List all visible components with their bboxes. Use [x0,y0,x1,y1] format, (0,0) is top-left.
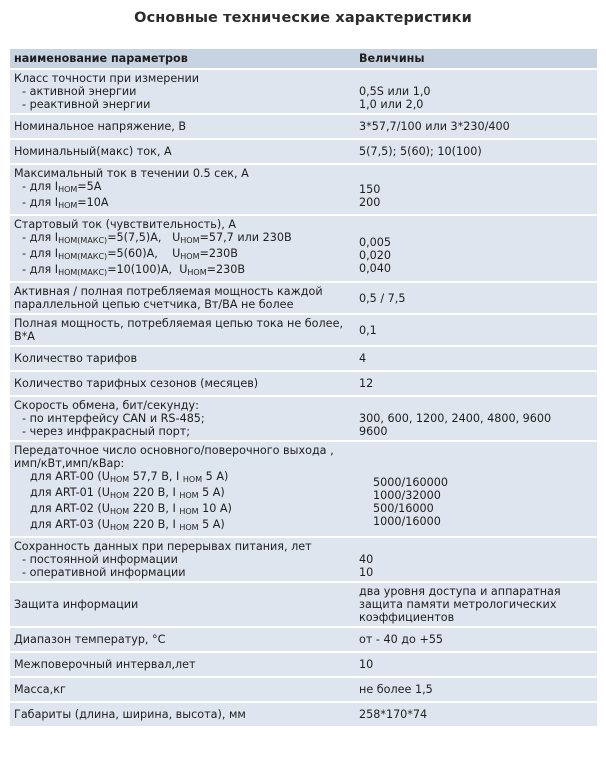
row-startcurrent [10,216,597,281]
fullpower-value: 0,1 [355,315,597,345]
power-value: 0,5 / 7,5 [355,283,597,313]
header-value: Величины [355,49,597,68]
interval-value: 10 [355,653,597,676]
speed-sub2: - через инфракрасный порт; [22,425,191,438]
retention-val1: 40 [359,553,374,566]
tariffs-label: Количество тарифов [10,347,355,370]
temperature-label: Диапазон температур, °С [10,628,355,651]
speed-label: Скорость обмена, бит/секунду: [14,399,199,412]
row-retention [10,538,597,581]
temperature-value: от - 40 до +55 [355,628,597,651]
ratio-val3: 500/16000 [373,502,434,515]
speed-sub1: - по интерфейсу CAN и RS-485; [22,412,205,425]
row-mass [10,678,597,701]
speed-val1: 300, 600, 1200, 2400, 4800, 9600 [359,412,552,425]
accuracy-sub2: - реактивной энергии [22,98,151,111]
accuracy-label: Класс точности при измерении [14,72,200,85]
row-voltage [10,115,597,138]
protection-val1: два уровня доступа и аппаратная [359,585,561,598]
header-param: наименование параметров [10,49,355,68]
row-maxcurrent [10,165,597,214]
page-title: Основные технические характеристики [134,10,472,26]
row-protection [10,583,597,626]
ratio-model-02: для ART-02 ($U_{НОМ}$ 220 В, I $_{НОМ}$ 10 А) [30,502,232,516]
voltage-value: 3*57,7/100 или 3*230/400 [355,115,597,138]
voltage-label: Номинальное напряжение, В [10,115,355,138]
accuracy-val2: 1,0 или 2,0 [359,98,424,111]
row-tariffs [10,347,597,370]
seasons-value: 12 [355,372,597,395]
accuracy-sub1: - активной энергии [22,85,137,98]
retention-sub2: - оперативной информации [22,566,186,579]
fullpower-label1: Полная мощность, потребляемая цепью тока не более, [14,317,344,330]
row-current [10,140,597,163]
row-speed [10,397,597,440]
row-fullpower [10,315,597,345]
maxcurrent-sub1: - для $I_{НОМ}=5А$ [22,180,102,194]
accuracy-val1: 0,5S или 1,0 [359,85,431,98]
protection-val3: коэффициентов [359,611,455,624]
dimensions-value: 258*170*74 [355,703,597,726]
ratio-label2: имп/кВт,имп/кВар: [14,457,125,470]
dimensions-label: Габариты (длина, ширина, высота), мм [10,703,355,726]
row-seasons [10,372,597,395]
ratio-val1: 5000/160000 [373,476,448,489]
retention-sub1: - постоянной информации [22,553,178,566]
ratio-model-03: для ART-03 ($U_{НОМ}$ 220 В, I $_{НОМ}$ 5 А) [30,518,225,532]
maxcurrent-sub2: - для $I_{НОМ}=10А$ [22,196,109,210]
ratio-val4: 1000/16000 [373,515,441,528]
current-value: 5(7,5); 5(60); 10(100) [355,140,597,163]
protection-label: Защита информации [10,583,355,626]
row-interval [10,653,597,676]
row-dimensions [10,703,597,726]
mass-label: Масса,кг [10,678,355,701]
row-temperature [10,628,597,651]
protection-val2: защита памяти метрологических [359,598,557,611]
startcurrent-l2: - для $I_{НОМ(МАКС)}=5(60)А$, $U_{НОМ}=230В$ [22,247,238,261]
table-header-row [10,49,597,68]
startcurrent-label: Стартовый ток (чувствительность), А [14,218,236,231]
row-ratio [10,442,597,536]
ratio-model-00: для ART-00 ($U_{НОМ}$ 57,7 В, I $_{НОМ}$ 5 А) [30,470,229,484]
spec-table [10,47,597,728]
maxcurrent-val2: 200 [359,196,381,209]
current-label: Номинальный(макс) ток, А [10,140,355,163]
maxcurrent-label: Максимальный ток в течении 0.5 сек, А [14,167,249,180]
power-label2: параллельной цепью счетчика, Вт/ВА не более [14,298,294,311]
maxcurrent-val1: 150 [359,183,381,196]
startcurrent-val3: 0,040 [359,261,392,275]
startcurrent-val2: 0,020 [359,248,392,262]
tariffs-value: 4 [355,347,597,370]
startcurrent-l1: - для $I_{НОМ(МАКС)}=5(7,5)А$, $U_{НОМ}=57,7$ или 230В [22,231,292,245]
retention-label: Сохранность данных при перерывах питания, лет [14,540,312,553]
ratio-label1: Передаточное число основного/поверочного выхода , [14,444,334,457]
ratio-val2: 1000/32000 [373,489,441,502]
row-accuracy [10,70,597,113]
startcurrent-l3: - для $I_{НОМ(МАКС)}=10(100)А$, $U_{НОМ}=230В$ [22,263,246,277]
ratio-model-01: для ART-01 ($U_{НОМ}$ 220 В, I $_{НОМ}$ 5 А) [30,486,225,500]
power-label1: Активная / полная потребляемая мощность каждой [14,285,323,298]
fullpower-label2: В*А [14,330,35,343]
row-power [10,283,597,313]
retention-val2: 10 [359,566,374,579]
startcurrent-val1: 0,005 [359,235,392,249]
seasons-label: Количество тарифных сезонов (месяцев) [10,372,355,395]
speed-val2: 9600 [359,425,388,438]
mass-value: не более 1,5 [355,678,597,701]
interval-label: Межповерочный интервал,лет [10,653,355,676]
